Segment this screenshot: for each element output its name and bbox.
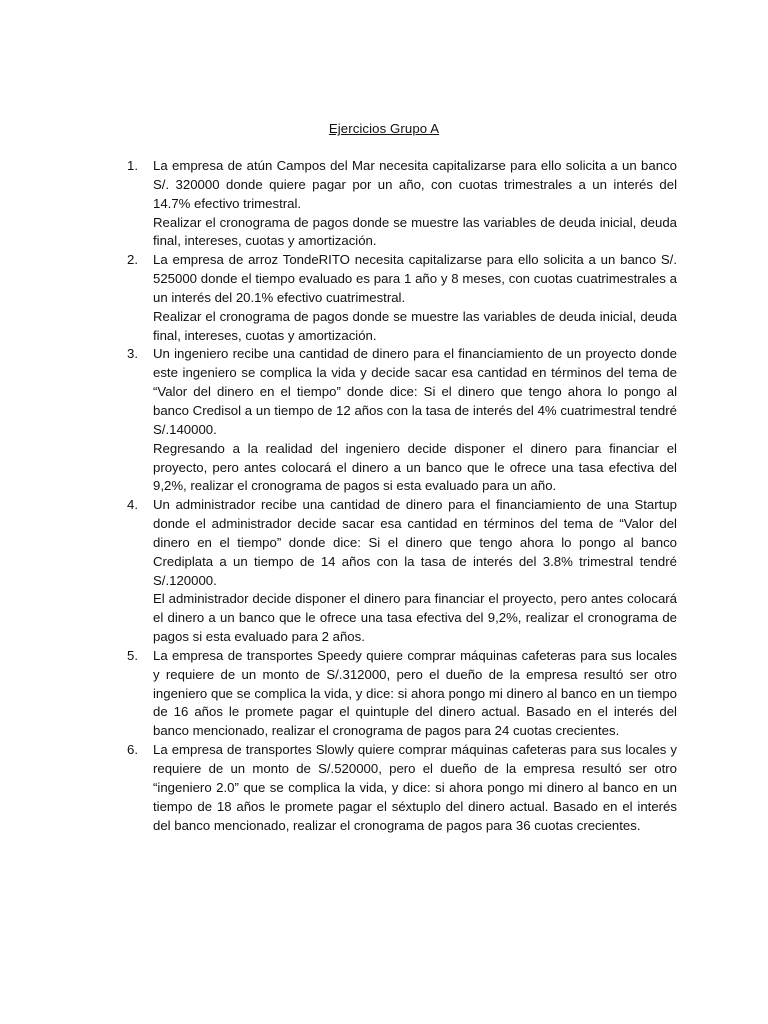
exercise-item-5: [127, 647, 677, 741]
exercise-item-2: [127, 251, 677, 345]
exercise-text: La empresa de atún Campos del Mar necesita capitalizarse para ello solicita a un banco S/. 320000 donde quiere pagar por un año, con cuotas trimestrales a un interés del 14.7% efectivo trimestral.: [153, 158, 677, 211]
exercise-instruction: Realizar el cronograma de pagos donde se muestre las variables de deuda inicial, deuda final, intereses, cuotas y amortización.: [153, 308, 677, 343]
exercise-item-4: [127, 496, 677, 647]
exercise-text: Un ingeniero recibe una cantidad de dinero para el financiamiento de un proyecto donde este ingeniero se complica la vida y decide sacar esa cantidad en términos del tema de “Valor del dinero en el tiempo” donde dice: Si el dinero que tengo ahora lo pongo al banco Credisol a un tiempo de 12 años con la tasa de interés del 4% cuatrimestral tendré S/.140000.: [153, 346, 677, 437]
exercise-number: 1.: [127, 158, 138, 173]
exercise-number: 4.: [127, 497, 138, 513]
exercise-text: La empresa de transportes Speedy quiere comprar máquinas cafeteras para sus locales y requiere de un monto de S/.312000, pero el dueño de la empresa resultó ser otro ingeniero que se complica la vida, y dice: si ahora pongo mi dinero al banco en un tiempo de 16 años le promete pagar el quintuple del dinero actual. Basado en el interés del banco mencionado, realizar el cronograma de pagos para 24 cuotas crecientes.: [153, 647, 677, 739]
exercise-instruction: Regresando a la realidad del ingeniero decide disponer el dinero para financiar el proyecto, pero antes colocará el dinero a un banco que le ofrece una tasa efectiva del 9,2%, realizar el cronograma de pagos si esta evaluado para un año.: [153, 440, 677, 494]
exercise-number: 3.: [127, 346, 138, 362]
exercise-text: La empresa de arroz TondeRITO necesita capitalizarse para ello solicita a un banco S/. 525000 donde el tiempo evaluado es para 1 año y 8 meses, con cuotas cuatrimestrales a un interés del 20.1% efectivo cuatrimestral.: [153, 252, 677, 305]
exercise-text: La empresa de transportes Slowly quiere comprar máquinas cafeteras para sus locales y requiere de un monto de S/.520000, pero el dueño de la empresa resultó ser otro “ingeniero 2.0” que se complica la vida, y dice: si ahora pongo mi dinero al banco en un tiempo de 18 años le promete pagar el séxtuplo del dinero actual. Basado en el interés del banco mencionado, realizar el cronograma de pagos para 36 cuotas crecientes.: [153, 742, 677, 833]
exercise-list: [127, 157, 677, 835]
exercise-number: 2.: [127, 252, 138, 268]
exercise-item-6: [127, 741, 677, 835]
exercise-item-1: [127, 157, 677, 251]
exercise-item-3: [127, 345, 677, 496]
exercise-number: 5.: [127, 647, 138, 663]
document-title: Ejercicios Grupo A: [328, 121, 440, 136]
exercise-instruction: Realizar el cronograma de pagos donde se muestre las variables de deuda inicial, deuda final, intereses, cuotas y amortización.: [153, 214, 677, 249]
exercise-number: 6.: [127, 742, 138, 758]
exercise-instruction: El administrador decide disponer el dinero para financiar el proyecto, pero antes colocará el dinero a un banco que le ofrece una tasa efectiva del 9,2%, realizar el cronograma de pagos si esta evaluado para 2 años.: [153, 591, 677, 645]
exercise-text: Un administrador recibe una cantidad de dinero para el financiamiento de una Startup donde el administrador decide sacar esa cantidad en términos del tema de “Valor del dinero en el tiempo” donde dice: Si el dinero que tengo ahora lo pongo al banco Crediplata a un tiempo de 14 años con la tasa de interés del 3.8% trimestral tendré S/.120000.: [153, 497, 677, 588]
